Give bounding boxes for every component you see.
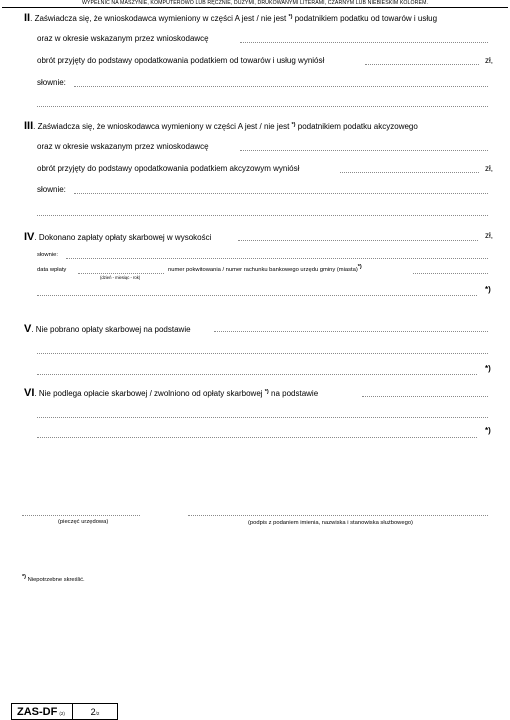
section-iii-period-label: oraz w okresie wskazanym przez wnioskodawcę — [37, 142, 209, 151]
page-total: /2 — [95, 710, 100, 716]
section-v-basis-field-3[interactable] — [37, 374, 477, 375]
section-iv-currency: zł, — [485, 231, 493, 240]
footnote-marker: *) — [357, 264, 362, 270]
section-v-basis-field-2[interactable] — [37, 353, 488, 354]
section-vi-line1: VI. Nie podlega opłacie skarbowej / zwolniono od opłaty skarbowej *) na podstawie — [24, 387, 319, 399]
section-ii-currency: zł, — [485, 56, 493, 65]
footnote-marker: *) — [22, 574, 26, 580]
stamp-field[interactable] — [22, 515, 140, 516]
signature-caption: (podpis z podaniem imienia, nazwiska i stanowiska służbowego) — [248, 520, 413, 526]
footnote-marker: *) — [485, 285, 491, 294]
footnote-text: Niepotrzebne skreślić. — [27, 577, 85, 583]
footnote-marker: *) — [291, 122, 296, 128]
top-divider — [2, 7, 508, 8]
section-ii-number: II — [24, 12, 31, 24]
section-iii-period-field[interactable] — [240, 150, 488, 151]
section-iii-words-field[interactable] — [74, 193, 488, 194]
section-iv-text: Dokonano zapłaty opłaty skarbowej w wysokości — [38, 233, 212, 242]
section-iii-number: III — [24, 120, 34, 132]
section-ii-line1: II. Zaświadcza się, że wnioskodawca wymieniony w części A jest / nie jest *) podatnikiem podatku od towarów i usług — [24, 12, 438, 24]
section-ii-turnover-label: obrót przyjęty do podstawy opodatkowania podatkiem od towarów i usług wyniósł — [37, 56, 325, 65]
section-ii-words-field[interactable] — [74, 86, 488, 87]
section-iv-receipt-label — [168, 266, 362, 274]
page-indicator — [73, 704, 117, 719]
section-iii-line1: III. Zaświadcza się, że wnioskodawca wymieniony w części A jest / nie jest *) podatnikiem podatku akcyzowego — [24, 120, 418, 132]
signature-field[interactable] — [188, 515, 488, 516]
footnote-marker: *) — [264, 389, 269, 395]
section-ii-text-end: podatnikiem podatku od towarów i usług — [294, 14, 438, 23]
section-ii-period-field[interactable] — [240, 42, 488, 43]
section-iii-words-label: słownie: — [37, 185, 66, 194]
section-iv-words-field[interactable] — [66, 258, 488, 259]
page-number: 2 — [90, 706, 96, 717]
footnote-marker: *) — [485, 364, 491, 373]
section-iii-words-field-2[interactable] — [37, 215, 488, 216]
section-v-text: Nie pobrano opłaty skarbowej na podstawie — [35, 325, 191, 334]
section-vi-basis-field-3[interactable] — [37, 437, 477, 438]
section-iv-date-label: data wpłaty — [37, 267, 67, 273]
form-code — [12, 704, 73, 719]
form-instruction: WYPEŁNIĆ NA MASZYNIE, KOMPUTEROWO LUB RĘCZNIE, DUŻYMI, DRUKOWANYMI LITERAMI, CZARNYM LUB NIEBIESKIM KOLOREM. — [81, 0, 429, 6]
section-iii-currency: zł, — [485, 164, 493, 173]
section-iii-turnover-field[interactable] — [340, 172, 479, 173]
section-iv-amount-field[interactable] — [238, 240, 478, 241]
section-vi-number: VI — [24, 387, 35, 399]
section-vi-text-end: na podstawie — [271, 389, 319, 398]
footnote — [22, 576, 85, 584]
section-iv-line1: IV. Dokonano zapłaty opłaty skarbowej w wysokości — [24, 231, 212, 243]
stamp-caption: (pieczęć urzędowa) — [58, 519, 109, 525]
section-ii-period-label: oraz w okresie wskazanym przez wnioskodawcę — [37, 34, 209, 43]
section-v-number: V — [24, 323, 32, 335]
section-iv-date-field[interactable] — [78, 273, 164, 274]
section-iv-date-hint: (dzień - miesiąc - rok) — [100, 275, 141, 280]
section-iii-text-end: podatnikiem podatku akcyzowego — [297, 122, 418, 131]
section-ii-turnover-field[interactable] — [365, 64, 479, 65]
form-code-label: ZAS-DF — [17, 705, 58, 718]
section-iv-words-label: słownie: — [37, 252, 58, 258]
form-code-box — [11, 703, 118, 720]
section-v-line1: V. Nie pobrano opłaty skarbowej na podstawie — [24, 323, 191, 335]
form-code-version: (2) — [59, 711, 65, 716]
section-vi-basis-field-2[interactable] — [37, 417, 488, 418]
section-vi-basis-field[interactable] — [362, 396, 488, 397]
section-iv-receipt-text: numer pokwitowania / numer rachunku bankowego urzędu gminy (miasta) — [168, 267, 358, 273]
section-ii-text: Zaświadcza się, że wnioskodawca wymieniony w części A jest / nie jest — [34, 14, 287, 23]
section-iii-text: Zaświadcza się, że wnioskodawca wymieniony w części A jest / nie jest — [37, 122, 290, 131]
section-ii-words-field-2[interactable] — [37, 106, 488, 107]
footnote-marker: *) — [485, 426, 491, 435]
section-iv-receipt-field[interactable] — [413, 273, 488, 274]
section-v-basis-field[interactable] — [214, 331, 488, 332]
section-iv-receipt-field-2[interactable] — [37, 295, 477, 296]
section-iv-number: IV — [24, 231, 35, 243]
section-vi-text: Nie podlega opłacie skarbowej / zwolniono od opłaty skarbowej — [38, 389, 263, 398]
section-ii-words-label: słownie: — [37, 78, 66, 87]
section-iii-turnover-label: obrót przyjęty do podstawy opodatkowania podatkiem akcyzowym wyniósł — [37, 164, 300, 173]
footnote-marker: *) — [288, 14, 293, 20]
